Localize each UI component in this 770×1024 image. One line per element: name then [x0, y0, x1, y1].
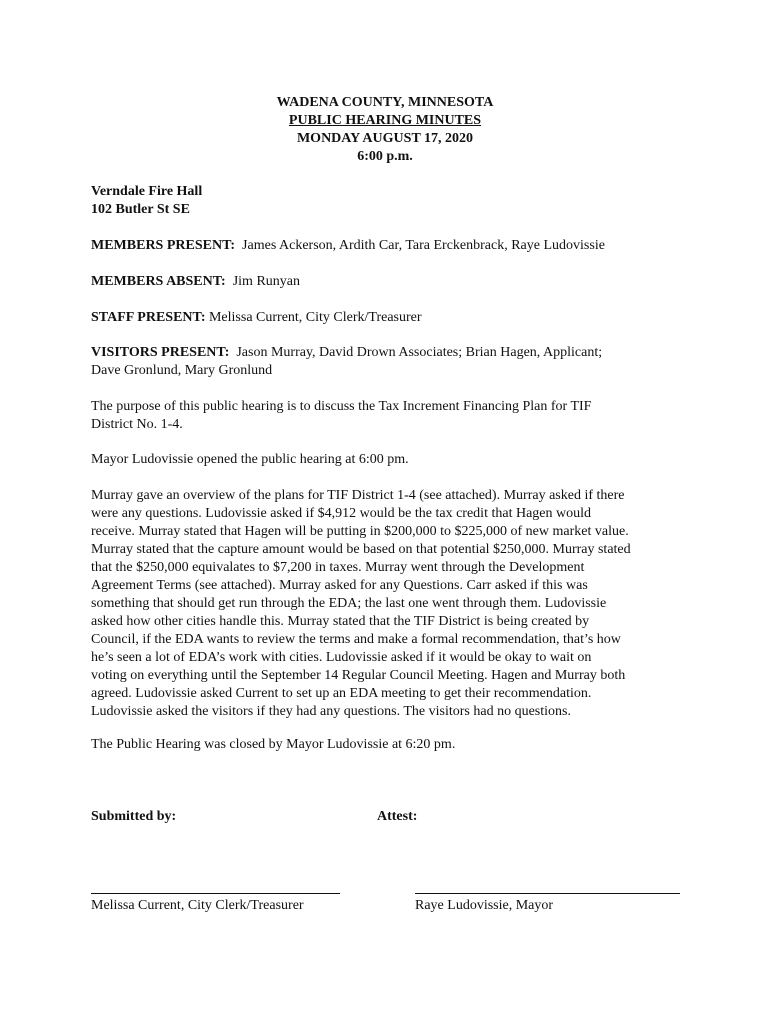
visitors-present-value-line2: Dave Gronlund, Mary Gronlund [91, 363, 273, 378]
discussion-line: that the $250,000 equivalates to $7,200 in taxes. Murray went through the Development [91, 560, 585, 575]
discussion-line: voting on everything until the September 14 Regular Council Meeting. Hagen and Murray both [91, 668, 626, 683]
members-absent-label: MEMBERS ABSENT: [91, 274, 226, 289]
discussion-line: Agreement Terms (see attached). Murray asked for any Questions. Carr asked if this was [91, 578, 588, 593]
closed-paragraph: The Public Hearing was closed by Mayor Ludovissie at 6:20 pm. [91, 737, 456, 752]
discussion-line: he’s seen a lot of EDA’s work with cities. Ludovissie asked if it would be okay to wait on [91, 650, 592, 665]
header-county: WADENA COUNTY, MINNESOTA [276, 95, 494, 110]
discussion-line: asked how other cities handle this. Murray stated that the TIF District is being created by [91, 614, 590, 629]
members-absent [91, 273, 691, 291]
discussion-line: Council, if the EDA wants to review the terms and make a formal recommendation, that’s how [91, 632, 621, 647]
document-header [0, 94, 770, 166]
members-present-value: James Ackerson, Ardith Car, Tara Erckenbrack, Raye Ludovissie [242, 238, 605, 253]
discussion-paragraph [91, 487, 691, 721]
submitted-by-label: Submitted by: [91, 809, 177, 824]
attest-name: Raye Ludovissie, Mayor [415, 898, 554, 913]
discussion-line: Murray stated that the capture amount would be based on that potential $250,000. Murray stated [91, 542, 631, 557]
members-present [91, 237, 691, 255]
header-date: MONDAY AUGUST 17, 2020 [296, 131, 474, 146]
submitted-name: Melissa Current, City Clerk/Treasurer [91, 898, 304, 913]
members-absent-value: Jim Runyan [232, 274, 300, 289]
visitors-present-value-line1: Jason Murray, David Drown Associates; Brian Hagen, Applicant; [236, 345, 603, 360]
header-time: 6:00 p.m. [357, 149, 413, 164]
discussion-line: Ludovissie asked the visitors if they had any questions. The visitors had no questions. [91, 704, 571, 719]
location-address: 102 Butler St SE [91, 202, 190, 217]
purpose-paragraph [91, 398, 691, 434]
visitors-present-label: VISITORS PRESENT: [91, 345, 230, 360]
discussion-line: receive. Murray stated that Hagen will be putting in $200,000 to $225,000 of new market value. [91, 524, 629, 539]
opened-paragraph: Mayor Ludovissie opened the public hearing at 6:00 pm. [91, 452, 409, 467]
staff-present-value: Melissa Current, City Clerk/Treasurer [208, 310, 422, 325]
discussion-line: were any questions. Ludovissie asked if $4,912 would be the tax credit that Hagen would [91, 506, 591, 521]
members-present-label: MEMBERS PRESENT: [91, 238, 236, 253]
discussion-line: Murray gave an overview of the plans for TIF District 1-4 (see attached). Murray asked if there [91, 488, 625, 503]
visitors-present [91, 344, 691, 380]
discussion-line: agreed. Ludovissie asked Current to set up an EDA meeting to get their recommendation. [91, 686, 592, 701]
purpose-line: The purpose of this public hearing is to discuss the Tax Increment Financing Plan for TIF [91, 399, 592, 414]
attest-signature-line [415, 893, 680, 894]
staff-present-label: STAFF PRESENT: [91, 310, 206, 325]
discussion-line: something that should get run through the EDA; the last one went through them. Ludovissie [91, 596, 607, 611]
location-block [91, 183, 691, 219]
header-title: PUBLIC HEARING MINUTES [288, 113, 482, 128]
purpose-line: District No. 1-4. [91, 417, 183, 432]
location-name: Verndale Fire Hall [91, 184, 203, 199]
attest-label: Attest: [377, 809, 418, 824]
submitted-signature-line [91, 893, 340, 894]
staff-present [91, 309, 691, 327]
